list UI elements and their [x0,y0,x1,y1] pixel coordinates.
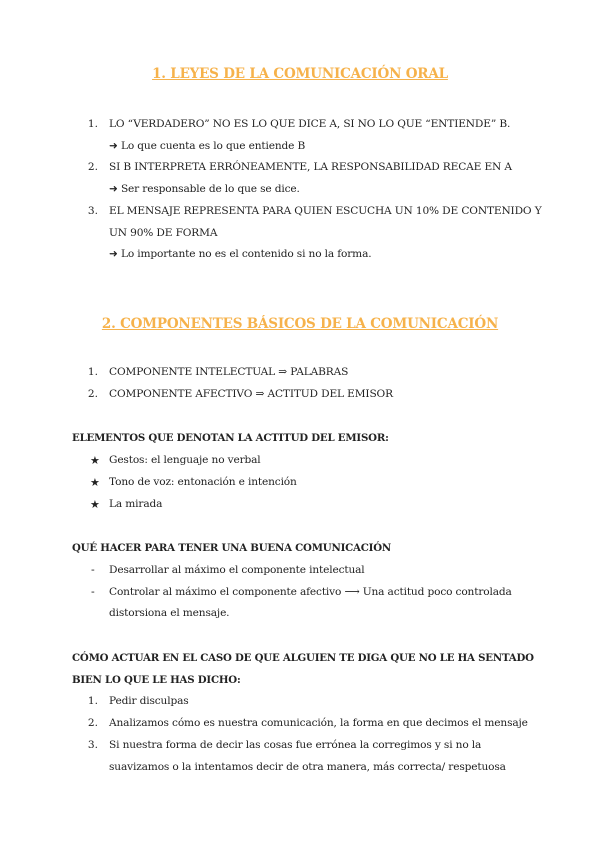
list-number: 2. [87,388,98,400]
que-hacer-2-cont: distorsiona el mensaje. [109,607,230,619]
como-actuar-title-cont: BIEN LO QUE LE HAS DICHO: [72,674,241,686]
law-3-text: EL MENSAJE REPRESENTA PARA QUIEN ESCUCHA UN 10% DE CONTENIDO Y [109,205,542,217]
section1-title: 1. LEYES DE LA COMUNICACIÓN ORAL [152,66,448,82]
list-number: 3. [87,739,98,751]
elemento-2: Tono de voz: entonación e intención [109,476,297,488]
law-2-text: SI B INTERPRETA ERRÓNEAMENTE, LA RESPONSABILIDAD RECAE EN A [109,161,512,173]
como-actuar-1: Pedir disculpas [109,695,189,707]
que-hacer-1: Desarrollar al máximo el componente intelectual [109,564,365,576]
list-number: 2. [87,717,98,729]
elemento-1: Gestos: el lenguaje no verbal [109,454,261,466]
list-number: 1. [87,366,98,378]
list-number: 3. [87,205,98,217]
star-bullet-icon: ★ [90,498,100,511]
como-actuar-title: CÓMO ACTUAR EN EL CASO DE QUE ALGUIEN TE DIGA QUE NO LE HA SENTADO [72,652,534,664]
law-1-text: LO “VERDADERO” NO ES LO QUE DICE A, SI NO LO QUE “ENTIENDE” B. [109,118,511,130]
que-hacer-2: Controlar al máximo el componente afectivo ⟶ Una actitud poco controlada [109,586,512,598]
como-actuar-3: Si nuestra forma de decir las cosas fue errónea la corregimos y si no la [109,739,482,751]
list-number: 2. [87,161,98,173]
list-number: 1. [87,695,98,707]
component-2: COMPONENTE AFECTIVO ⇒ ACTITUD DEL EMISOR [109,388,393,400]
que-hacer-title: QUÉ HACER PARA TENER UNA BUENA COMUNICACIÓN [72,542,392,554]
star-bullet-icon: ★ [90,454,100,467]
law-3-note: ➜ Lo importante no es el contenido si no la forma. [109,248,372,260]
law-1-note: ➜ Lo que cuenta es lo que entiende B [109,140,306,152]
como-actuar-2: Analizamos cómo es nuestra comunicación, la forma en que decimos el mensaje [109,717,528,729]
law-3-text-cont: UN 90% DE FORMA [109,227,218,239]
star-bullet-icon: ★ [90,476,100,489]
como-actuar-3-cont: suavizamos o la intentamos decir de otra manera, más correcta/ respetuosa [109,761,506,773]
elemento-3: La mirada [109,498,163,510]
law-2-note: ➜ Ser responsable de lo que se dice. [109,183,300,195]
component-1: COMPONENTE INTELECTUAL ⇒ PALABRAS [109,366,349,378]
list-number: 1. [87,118,98,130]
section2-title: 2. COMPONENTES BÁSICOS DE LA COMUNICACIÓN [101,316,499,332]
dash-bullet-icon: - [91,563,95,576]
dash-bullet-icon: - [91,585,95,598]
elementos-title: ELEMENTOS QUE DENOTAN LA ACTITUD DEL EMISOR: [72,432,389,444]
